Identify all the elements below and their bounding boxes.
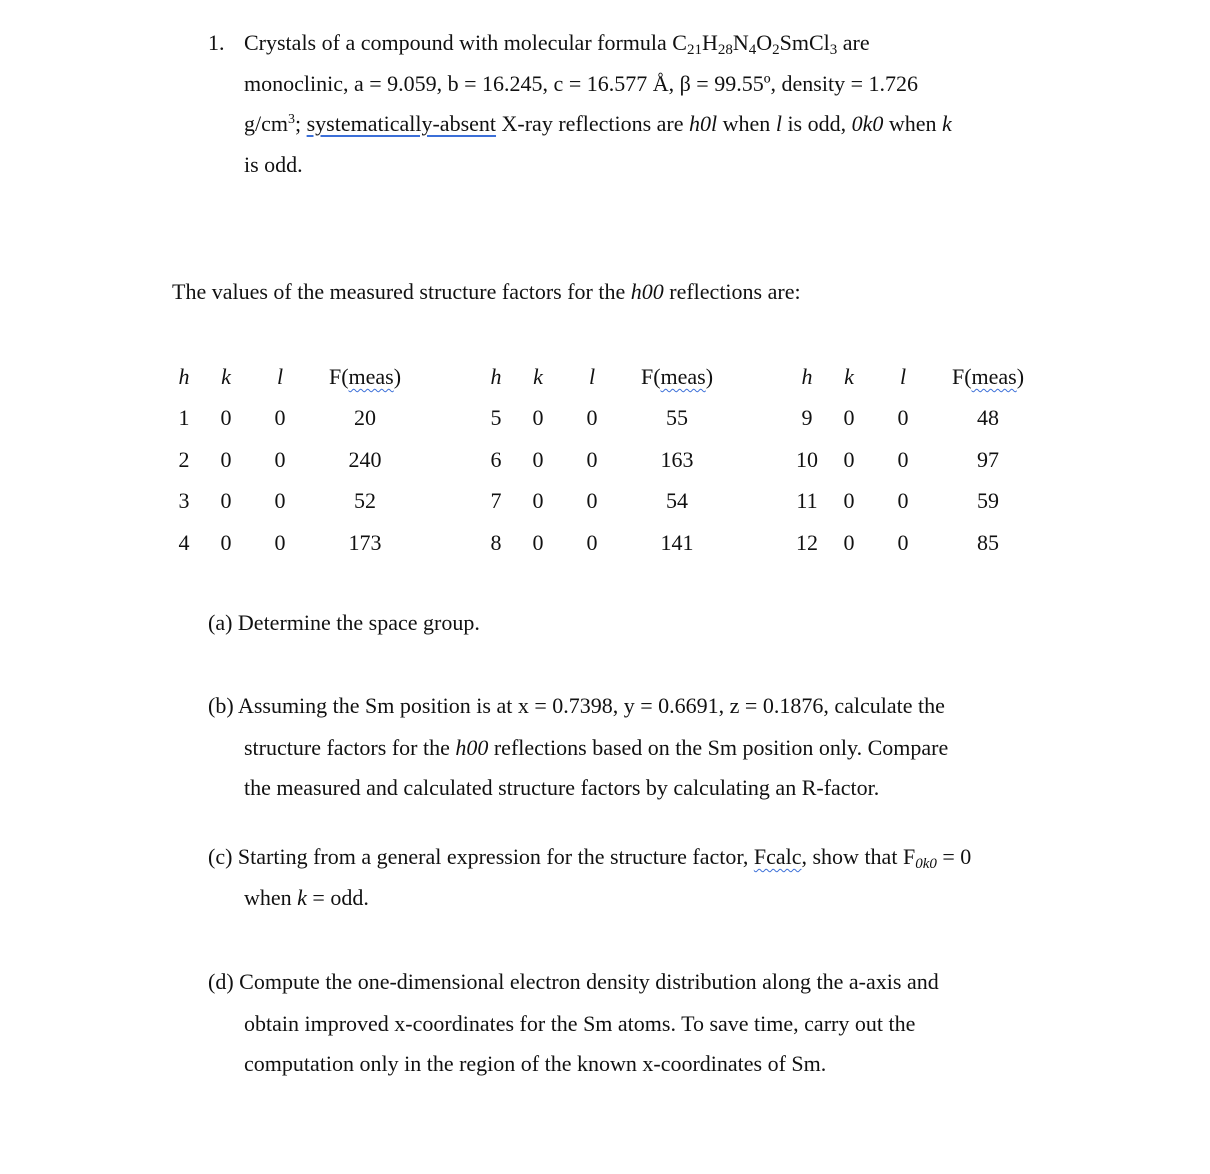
column-header-l: l	[276, 363, 284, 389]
formula-subscript: 4	[748, 42, 757, 58]
column-header-h: h	[801, 363, 813, 389]
part-d-line-3: computation only in the region of the known x-coordinates of Sm.	[244, 1051, 827, 1076]
index-l: l	[775, 111, 782, 136]
line3-text-3: is odd,	[787, 111, 847, 136]
part-d-line-2: obtain improved x-coordinates for the Sm atoms. To save time, carry out the	[244, 1011, 916, 1036]
hkl-h0l: h0l	[689, 111, 718, 136]
formula-suffix: are	[842, 30, 870, 55]
table-row	[793, 522, 1047, 564]
cell-l: 0	[897, 529, 909, 555]
cell-f-meas: 48	[977, 405, 999, 431]
formula-element: H	[701, 30, 718, 55]
cell-k: 0	[220, 529, 232, 555]
table-row	[170, 398, 424, 440]
molecular-formula	[672, 30, 838, 58]
table-row	[170, 481, 424, 523]
column-header-f-meas: F(meas)	[640, 363, 714, 389]
formula-prefix: Crystals of a compound with molecular formula	[244, 30, 667, 55]
intro-hkl: h00	[630, 279, 664, 304]
cell-k: 0	[532, 446, 544, 472]
cell-h: 9	[801, 405, 813, 431]
structure-factor-table-2	[482, 356, 736, 564]
separator: ;	[295, 111, 302, 136]
cell-h: 5	[490, 405, 502, 431]
cell-k: 0	[532, 488, 544, 514]
intro-before: The values of the measured structure factors for the	[172, 279, 626, 304]
cell-l: 0	[586, 488, 598, 514]
cell-h: 11	[796, 488, 818, 514]
part-b-hkl: h00	[455, 735, 489, 760]
cell-k: 0	[220, 405, 232, 431]
table-row	[793, 398, 1047, 440]
cell-f-meas: 85	[977, 529, 999, 555]
table-row	[482, 439, 736, 481]
column-header-h: h	[490, 363, 502, 389]
formula-element: N	[732, 30, 749, 55]
column-header-k: k	[844, 363, 854, 389]
cell-k: 0	[843, 446, 855, 472]
table-intro	[172, 279, 801, 305]
cell-l: 0	[274, 488, 286, 514]
cell-l: 0	[897, 488, 909, 514]
part-c-text-2: , show that F	[801, 844, 916, 869]
problem-number: 1.	[208, 30, 225, 55]
formula-subscript: 21	[686, 42, 702, 58]
fcalc-term: Fcalc	[753, 844, 802, 869]
cell-h: 7	[490, 488, 502, 514]
cell-f-meas: 141	[660, 529, 694, 555]
cell-f-meas: 173	[348, 529, 382, 555]
part-c-text-1: (c) Starting from a general expression for the structure factor,	[208, 844, 749, 869]
line3-text-4: when	[888, 111, 937, 136]
structure-factor-table-1	[170, 356, 424, 564]
table-row	[482, 398, 736, 440]
cell-h: 3	[178, 488, 190, 514]
formula-subscript: 3	[829, 42, 838, 58]
problem-line-2: monoclinic, a = 9.059, b = 16.245, c = 16.577 Å, β = 99.55º, density = 1.726	[244, 71, 918, 96]
part-d-line-1: (d) Compute the one-dimensional electron density distribution along the a-axis and	[208, 969, 939, 994]
column-header-l: l	[588, 363, 596, 389]
formula-element: C	[672, 30, 687, 55]
intro-after: reflections are:	[669, 279, 801, 304]
cell-h: 10	[796, 446, 818, 472]
cell-l: 0	[586, 405, 598, 431]
cell-k: 0	[843, 488, 855, 514]
column-header-k: k	[221, 363, 231, 389]
hkl-0k0: 0k0	[851, 111, 884, 136]
table-row	[793, 481, 1047, 523]
table-row	[793, 439, 1047, 481]
cell-f-meas: 54	[666, 488, 688, 514]
cell-l: 0	[897, 405, 909, 431]
cell-k: 0	[532, 529, 544, 555]
part-c-text-3: = 0	[942, 844, 972, 869]
cell-h: 8	[490, 529, 502, 555]
problem-line-1	[244, 30, 870, 59]
part-c-text-5: = odd.	[312, 885, 369, 910]
index-k: k	[942, 111, 952, 136]
cell-h: 6	[490, 446, 502, 472]
cell-f-meas: 163	[660, 446, 694, 472]
column-header-k: k	[533, 363, 543, 389]
part-b-line-3: the measured and calculated structure factors by calculating an R-factor.	[244, 775, 880, 800]
cell-f-meas: 20	[354, 405, 376, 431]
cell-h: 12	[796, 529, 818, 555]
cell-l: 0	[586, 529, 598, 555]
density-unit: g/cm	[244, 111, 288, 136]
cell-h: 1	[178, 405, 190, 431]
systematically-absent-link[interactable]: systematically-absent	[306, 111, 497, 136]
part-b-line-1: (b) Assuming the Sm position is at x = 0.7398, y = 0.6691, z = 0.1876, calculate the	[208, 693, 945, 718]
cell-l: 0	[274, 405, 286, 431]
cell-l: 0	[586, 446, 598, 472]
formula-subscript: 28	[717, 42, 733, 58]
formula-element: O	[756, 30, 773, 55]
cell-k: 0	[843, 405, 855, 431]
table-row	[482, 481, 736, 523]
part-b-line-2	[244, 735, 948, 761]
part-c-k: k	[297, 885, 307, 910]
problem-line-4: is odd.	[244, 152, 303, 177]
column-header-l: l	[899, 363, 907, 389]
table-row	[170, 522, 424, 564]
cell-f-meas: 97	[977, 446, 999, 472]
cell-l: 0	[274, 529, 286, 555]
cell-f-meas: 52	[354, 488, 376, 514]
column-header-h: h	[178, 363, 190, 389]
table-row	[482, 522, 736, 564]
line3-text-1: X-ray reflections are	[501, 111, 684, 136]
part-c-text-4: when	[244, 885, 292, 910]
structure-factor-table-3	[793, 356, 1047, 564]
f0k0-subscript: 0k0	[915, 856, 937, 872]
cell-k: 0	[220, 488, 232, 514]
cell-f-meas: 55	[666, 405, 688, 431]
column-header-f-meas: F(meas)	[328, 363, 402, 389]
cell-f-meas: 59	[977, 488, 999, 514]
part-b-text-2: reflections based on the Sm position only. Compare	[493, 735, 949, 760]
cell-k: 0	[843, 529, 855, 555]
line3-text-2: when	[722, 111, 771, 136]
table-header-row	[482, 356, 736, 398]
problem-line-3	[244, 111, 952, 137]
cell-h: 4	[178, 529, 190, 555]
part-b-text-1: structure factors for the	[244, 735, 450, 760]
density-unit-exponent: 3	[288, 112, 295, 127]
column-header-f-meas: F(meas)	[951, 363, 1025, 389]
part-a: (a) Determine the space group.	[208, 610, 480, 635]
cell-l: 0	[274, 446, 286, 472]
table-header-row	[170, 356, 424, 398]
cell-k: 0	[532, 405, 544, 431]
cell-h: 2	[178, 446, 190, 472]
formula-element: SmCl	[779, 30, 830, 55]
table-row	[170, 439, 424, 481]
cell-l: 0	[897, 446, 909, 472]
part-c-line-1	[208, 844, 971, 873]
table-header-row	[793, 356, 1047, 398]
part-c-line-2	[244, 885, 369, 911]
formula-subscript: 2	[772, 42, 780, 58]
cell-f-meas: 240	[348, 446, 382, 472]
cell-k: 0	[220, 446, 232, 472]
